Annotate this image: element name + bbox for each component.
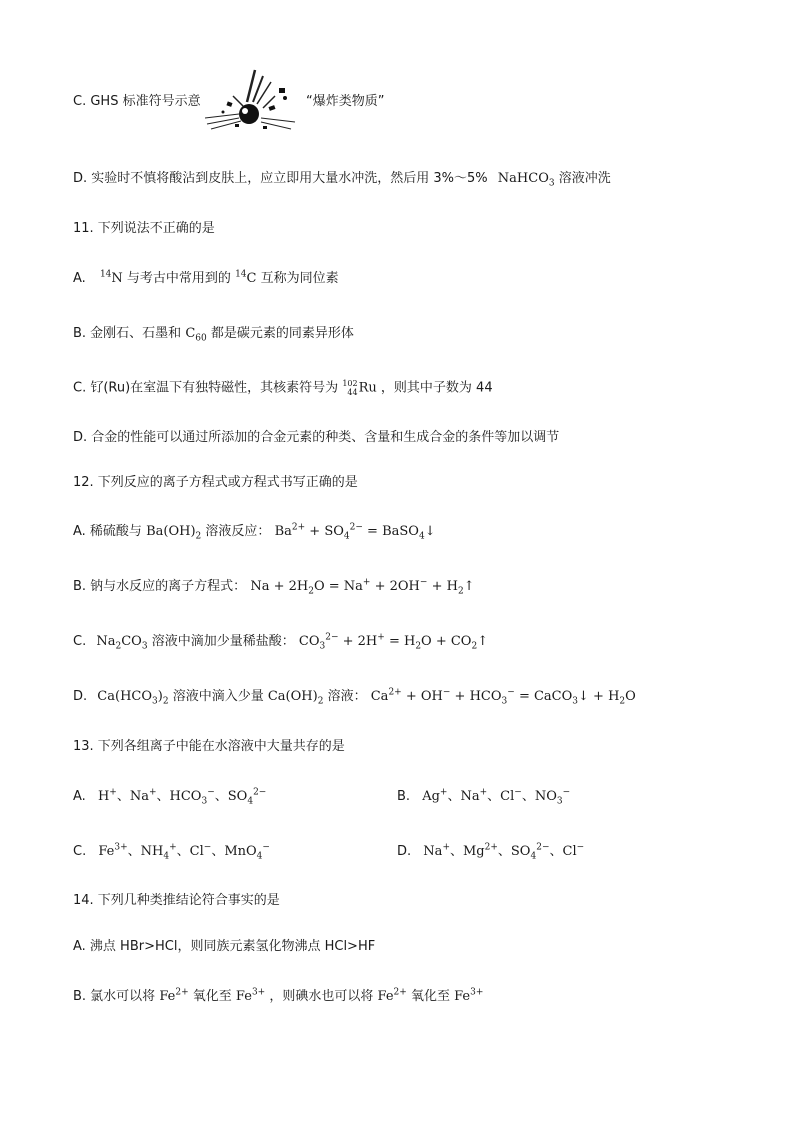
question-11-stem: 11. 下列说法不正确的是: [73, 221, 215, 236]
question-12-stem: 12. 下列反应的离子方程式或方程式书写正确的是: [73, 475, 358, 490]
option-d-acid: D. 实验时不慎将酸沾到皮肤上，应立即用大量水冲洗，然后用 3%～5% NaHCO$_3$ 溶液冲洗: [73, 171, 611, 189]
q11-option-c: C. 钌(Ru)在室温下有独特磁性，其核素符号为 102 44Ru ，则其中子数为 44: [73, 379, 493, 397]
q13-option-d: D. Na+、$Mg^{2+}$、$SO_4^{2-}$、Cl−: [397, 842, 585, 862]
q11-option-d: D. 合金的性能可以通过所添加的合金元素的种类、含量和生成合金的条件等加以调节: [73, 430, 560, 445]
option-c-ghs: [73, 93, 201, 111]
q13-option-b: B. Ag+、Na+、Cl−、$NO_3^-$: [397, 787, 571, 807]
q12-option-a: A. 稀硫酸与 $Ba(OH)_2$ 溶液反应： $Ba^{2+} + SO_4^{2-}$ = BaSO$_4$↓: [73, 522, 436, 542]
option-c-suffix: “爆炸类物质”: [306, 94, 385, 109]
q13-option-c: C. $Fe^{3+}$、$NH_4^+$、Cl−、MnO$_4$−: [73, 842, 270, 862]
q12-option-d: D. $Ca(HCO_3)_2$ 溶液中滴入少量 $Ca(OH)_2$ 溶液： $Ca^{2+} + OH^- + HCO_3^-$ = CaCO$_3$↓ + $H_2O$: [73, 687, 636, 707]
q11-option-b: B. 金刚石、石墨和 $C_{60}$ 都是碳元素的同素异形体: [73, 326, 354, 344]
explosion-icon: [205, 66, 297, 134]
q13-option-a: A. H+、Na+、$HCO_3^-$、$SO_4^{2-}$: [73, 787, 267, 807]
option-c-prefix: C. GHS 标准符号示意: [73, 94, 201, 109]
question-13-stem: 13. 下列各组离子中能在水溶液中大量共存的是: [73, 739, 345, 754]
q12-option-b: B. 钠与水反应的离子方程式： $Na + 2H_2O = Na^+ + 2OH^-$ + $H_2↑$: [73, 577, 475, 597]
q14-option-a: A. 沸点 HBr>HCl，则同族元素氢化物沸点 HCl>HF: [73, 939, 376, 954]
q14-option-b: B. 氯水可以将 $Fe^{2+}$ 氧化至 $Fe^{3+}$ ，则碘水也可以将 $Fe^{2+}$ 氧化至 $Fe^{3+}$: [73, 987, 484, 1004]
q11-option-a: A. $^{14}$N 与考古中常用到的 $^{14}$C 互称为同位素: [73, 269, 339, 286]
q12-option-c: C. $Na_2CO_3$ 溶液中滴加少量稀盐酸： $CO_3^{2-} + 2H^+ = H_2O$ + $CO_2↑$: [73, 632, 489, 652]
question-14-stem: 14. 下列几种类推结论符合事实的是: [73, 893, 280, 908]
